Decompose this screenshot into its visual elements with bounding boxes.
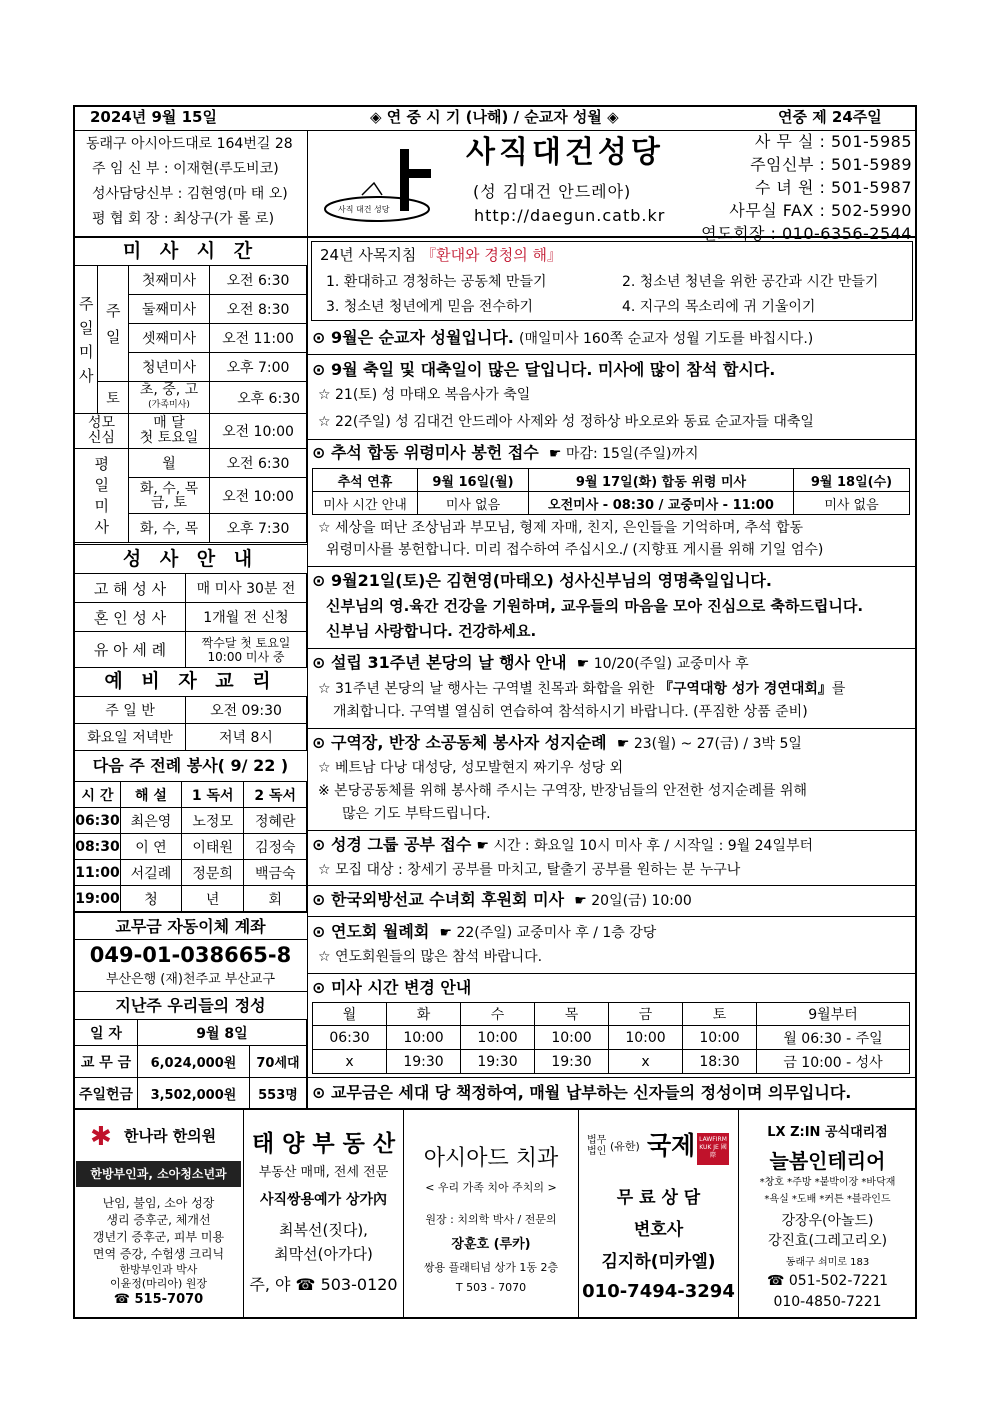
liturgy-time: 11:00 xyxy=(75,860,121,886)
phone-line: 수 녀 원 : 501-5987 xyxy=(754,178,912,197)
divider xyxy=(308,916,917,917)
notice-line: 많은 기도 부탁드립니다. xyxy=(342,806,491,822)
mass-time: 오전 8:30 xyxy=(210,295,307,324)
ad-line: 동래구 쇠미로 183 xyxy=(785,1257,870,1268)
offering-name: 주일헌금 xyxy=(75,1078,138,1110)
notice-title: ⊙ 구역장, 반장 소공동체 봉사자 성지순례 xyxy=(312,733,607,752)
notice-line: ☆ 모집 대상 : 창세기 공부를 마치고, 탈출기 공부를 원하는 분 누구나 xyxy=(318,862,741,878)
liturgy-cell: 이 연 xyxy=(121,834,182,860)
offering-label: 일 자 xyxy=(75,1020,138,1046)
notice-chuseok xyxy=(312,445,698,461)
chuseok-cell: 9월 17일(화) 합동 위령 미사 xyxy=(529,469,794,492)
offering-count: 553명 xyxy=(249,1078,306,1110)
saturday-mass-name-text: 초, 중, 고 xyxy=(139,381,199,398)
ad-name: 늘봄인테리어 xyxy=(769,1149,886,1173)
liturgy-cell: 회 xyxy=(244,886,307,912)
class-name: 화요일 저녁반 xyxy=(75,724,186,751)
day-header: 토 xyxy=(683,1003,757,1026)
saturday-label: 토 xyxy=(98,382,129,414)
saturday-mass-sub: (가족미사) xyxy=(148,399,190,410)
notice-pilgrimage xyxy=(312,735,802,751)
ad-line: LX Z:IN 공식대리점 xyxy=(767,1125,888,1140)
ad-tag: (유한) xyxy=(610,1140,640,1153)
liturgy-cell: 이태원 xyxy=(181,834,244,860)
day-header: 금 xyxy=(609,1003,683,1026)
chuseok-cell: 추석 연휴 xyxy=(313,469,418,492)
holy-hour-label xyxy=(75,414,129,449)
saturday-mass-name xyxy=(129,382,210,414)
sacrament-value xyxy=(186,632,307,668)
divider xyxy=(308,885,917,886)
ad-line: 사직쌍용예가 상가內 xyxy=(259,1192,388,1208)
ad-line: *욕실 *도배 *커튼 *블라인드 xyxy=(764,1194,891,1205)
notice-line: ☆ 세상을 떠난 조상님과 부모님, 형제 자매, 친지, 은인들을 기억하며, 추석 합동 xyxy=(318,520,804,536)
phone-list xyxy=(694,134,912,249)
liturgy-time: 08:30 xyxy=(75,834,121,860)
liturgy-cell: 서길례 xyxy=(121,860,182,886)
change-cell: 06:30 xyxy=(313,1026,387,1050)
liturgy-header: 시 간 xyxy=(75,782,121,808)
sacraments-table xyxy=(74,573,307,668)
holy-hour-label-1: 성모 xyxy=(87,415,116,431)
liturgy-header: 1 독서 xyxy=(181,782,244,808)
ad-services xyxy=(74,1195,243,1308)
offering-amount: 6,024,000원 xyxy=(138,1046,250,1078)
sacrament-name: 고 해 성 사 xyxy=(75,574,186,603)
class-time: 저녁 8시 xyxy=(186,724,307,751)
notice-note: ☛ 22(주일) 교중미사 후 / 1층 강당 xyxy=(439,925,657,941)
day-header: 월 xyxy=(313,1003,387,1026)
sacrament-name: 유 아 세 례 xyxy=(75,632,186,668)
chuseok-cell: 미사 시간 안내 xyxy=(313,492,418,515)
liturgy-cell: 최은영 xyxy=(121,808,182,834)
mass-name: 청년미사 xyxy=(129,353,210,382)
parish-patron: (성 김대건 안드레아) xyxy=(473,182,632,201)
ad-lawfirm xyxy=(579,1109,738,1319)
liturgy-time: 06:30 xyxy=(75,808,121,834)
notice-emphasis: 『구역대항 성가 경연대회』 xyxy=(658,681,832,697)
notice-note: ☛ 시간 : 화요일 10시 미사 후 / 시작일 : 9월 24일부터 xyxy=(476,838,814,854)
mass-time: 오전 6:30 xyxy=(210,266,307,295)
sacrament-value-2: 10:00 미사 중 xyxy=(207,649,285,664)
notice-line: ※ 본당공동체를 위해 봉사해 주시는 구역장, 반장님들의 안전한 성지순례를 위해 xyxy=(318,783,807,799)
ad-line: 장훈호 (루카) xyxy=(451,1237,531,1252)
offering-title: 지난주 우리들의 정성 xyxy=(74,991,307,1019)
sunday-label-text: 주일 xyxy=(106,301,121,346)
parish-pastor: 주 임 신 부 : 이재현(루도비코) xyxy=(92,161,279,177)
ad-line: 원장 : 치의학 박사 / 전문의 xyxy=(425,1213,557,1226)
change-cell: x xyxy=(609,1050,683,1074)
ad-line: < 우리 가족 치아 주치의 > xyxy=(425,1181,557,1194)
ad-phone: 010-4850-7221 xyxy=(773,1294,882,1310)
sacrament-name: 혼 인 성 사 xyxy=(75,603,186,632)
sacrament-value: 매 미사 30분 전 xyxy=(186,574,307,603)
ad-tag-1: 법무 xyxy=(587,1135,607,1146)
ad-phone: 주, 야 ☎ 503-0120 xyxy=(249,1275,398,1294)
parish-assistant: 성사담당신부 : 김현영(마 태 오) xyxy=(92,186,288,202)
notice-note: ☛ 10/20(주일) 교중미사 후 xyxy=(576,656,749,672)
policy-title xyxy=(320,248,562,263)
policy-item: 3. 청소년 청년에게 믿음 전수하기 xyxy=(326,299,533,315)
mass-time: 오전 10:00 xyxy=(210,414,307,449)
class-name: 주 일 반 xyxy=(75,697,186,724)
day-header: 수 xyxy=(461,1003,535,1026)
change-cell: 18:30 xyxy=(683,1050,757,1074)
notice-line: 위령미사를 봉헌합니다. 미리 접수하여 주십시오./ (지향표 게시를 위해 기일 엄수) xyxy=(326,542,824,558)
mass-name: 화, 수, 목 xyxy=(129,514,210,543)
ad-hanuiwon xyxy=(74,1109,243,1319)
ad-phone: T 503 - 7070 xyxy=(455,1281,527,1294)
mass-name: 화, 수, 목 금, 토 xyxy=(129,478,210,514)
ad-line: 부동산 매매, 전세 전문 xyxy=(258,1165,389,1180)
chuseok-cell: 9월 18일(수) xyxy=(794,469,910,492)
change-cell: 10:00 xyxy=(535,1026,609,1050)
parish-url[interactable]: http://daegun.catb.kr xyxy=(474,206,666,225)
notice-parish-day xyxy=(312,655,749,671)
ad-line: 최막선(아가다) xyxy=(274,1245,373,1263)
liturgy-time: 19:00 xyxy=(75,886,121,912)
liturgy-title: 다음 주 전례 봉사( 9/ 22 ) xyxy=(92,756,289,775)
notice-line: 신부님 사랑합니다. 건강하세요. xyxy=(326,622,537,640)
notice-title: ⊙ 한국외방선교 수녀회 후원회 미사 xyxy=(312,890,565,909)
notice-bible-study xyxy=(312,837,813,853)
ad-line: 쌍용 플래티넘 상가 1동 2층 xyxy=(423,1261,559,1274)
ad-dental xyxy=(404,1109,578,1319)
ad-tag-2: 법인 xyxy=(587,1146,607,1157)
liturgy-cell: 노정모 xyxy=(181,808,244,834)
mass-time: 오후 7:30 xyxy=(210,514,307,543)
lawfirm-badge: LAWFIRM KUK JE 國際 xyxy=(697,1133,729,1165)
column-divider xyxy=(307,130,308,1110)
ad-phone: ☎ 515-7070 xyxy=(113,1292,204,1307)
offering-name: 교 무 금 xyxy=(75,1046,138,1078)
account-number: 049-01-038665-8 xyxy=(89,943,292,967)
parish-logo xyxy=(322,143,436,225)
divider xyxy=(308,354,917,355)
ad-name: 아시아드 치과 xyxy=(423,1146,559,1171)
notice-line: ☆ 베트남 다낭 대성당, 성모발현지 짜기우 성당 외 xyxy=(318,760,624,776)
chuseok-cell: 미사 없음 xyxy=(794,492,910,515)
offering-table xyxy=(74,1019,307,1110)
change-cell: 10:00 xyxy=(387,1026,461,1050)
policy-title-emphasis: 『환대와 경청의 해』 xyxy=(421,246,563,264)
offering-count: 70세대 xyxy=(249,1046,306,1078)
liturgical-season: ◈ 연 중 시 기 (나해) / 순교자 성월 ◈ xyxy=(370,108,619,126)
policy-item: 1. 환대하고 경청하는 공동체 만들기 xyxy=(326,274,547,290)
mass-name: 둘째미사 xyxy=(129,295,210,324)
notice-line: 개최합니다. 구역별 열심히 연습하여 참석하시기 바랍니다. (푸짐한 상품 준비) xyxy=(333,704,808,720)
catechumen-title: 예 비 자 교 리 xyxy=(104,670,277,692)
ad-phone: 010-7494-3294 xyxy=(582,1281,735,1302)
parish-address: 동래구 아시아드대로 164번길 28 xyxy=(86,136,293,152)
notice-nameday: ⊙ 9월21일(토)은 김현영(마태오) 성사신부님의 영명축일입니다. xyxy=(312,571,772,590)
notice-text: ☆ 31주년 본당의 날 행사는 구역별 친목과 화합을 위한 xyxy=(318,681,659,697)
change-cell: 10:00 xyxy=(683,1026,757,1050)
sunday-mass-label xyxy=(75,266,98,414)
notice-martyrs-month xyxy=(312,330,813,346)
ad-phone: ☎ 051-502-7221 xyxy=(766,1273,889,1289)
liturgy-cell: 김정숙 xyxy=(244,834,307,860)
liturgy-cell: 정문희 xyxy=(181,860,244,886)
mass-name: 셋째미사 xyxy=(129,324,210,353)
notice-note: ☛ 20일(금) 10:00 xyxy=(574,893,692,909)
liturgical-week: 연중 제 24주일 xyxy=(778,108,882,126)
ad-line: *창호 *주방 *붙박이장 *바닥재 xyxy=(759,1177,896,1188)
liturgy-table xyxy=(74,781,307,912)
policy-title-prefix: 24년 사목지침 xyxy=(320,246,422,264)
sunday-mass-label-text: 주일미사 xyxy=(79,294,94,385)
liturgy-header: 해 설 xyxy=(121,782,182,808)
chuseok-cell: 9월 16일(월) xyxy=(418,469,529,492)
mass-title: 미 사 시 간 xyxy=(122,240,259,262)
liturgy-cell: 년 xyxy=(181,886,244,912)
change-cell: 10:00 xyxy=(461,1026,535,1050)
ad-line: 강장우(아놀드) xyxy=(781,1213,874,1229)
mass-change-table xyxy=(312,1002,910,1074)
notice-note: (매일미사 160쪽 순교자 성월 기도를 바칩시다.) xyxy=(518,331,814,347)
mass-time: 오전 11:00 xyxy=(210,324,307,353)
day-header: 화 xyxy=(387,1003,461,1026)
notice-note: ☛ 23(월) ~ 27(금) / 3박 5일 xyxy=(616,736,802,752)
account-bank: 부산은행 (재)천주교 부산교구 xyxy=(105,972,276,987)
ad-name: 한나라 한의원 xyxy=(124,1127,217,1145)
notice-mass-change: ⊙ 미사 시간 변경 안내 xyxy=(312,978,472,997)
day-header: 목 xyxy=(535,1003,609,1026)
notice-line: ☆ 22(주일) 성 김대건 안드레아 사제와 성 정하상 바오로와 동료 순교자들 대축일 xyxy=(318,414,814,430)
notice-title: ⊙ 추석 합동 위령미사 봉헌 접수 xyxy=(312,443,539,462)
phone-line: 주임신부 : 501-5989 xyxy=(750,155,912,174)
phone-line: 사무실 FAX : 502-5990 xyxy=(729,201,912,220)
notice-note: ☛ 마감: 15일(주일)까지 xyxy=(548,446,699,462)
sacraments-title: 성 사 안 내 xyxy=(74,544,307,572)
divider xyxy=(308,973,917,974)
ad-line: 변호사 xyxy=(633,1220,684,1240)
notice-title: ⊙ 성경 그룹 공부 접수 xyxy=(312,835,472,854)
ad-line: 최복선(짓다), xyxy=(279,1221,368,1239)
ad-line: 난임, 불임, 소아 성장 xyxy=(102,1196,215,1210)
weekday-mass-label xyxy=(75,449,129,543)
notice-line xyxy=(318,682,845,696)
lotus-icon: ✱ xyxy=(90,1122,112,1152)
notice-contribution: ⊙ 교무금은 세대 당 책정하여, 매월 납부하는 신자들의 정성이며 의무입니다. xyxy=(312,1083,852,1102)
mass-time: 오전 10:00 xyxy=(210,478,307,514)
divider xyxy=(308,566,917,567)
ad-band: 한방부인과, 소아청소년과 xyxy=(76,1161,241,1187)
mass-time: 오전 6:30 xyxy=(210,449,307,478)
notice-title: ⊙ 연도회 월례회 xyxy=(312,922,430,941)
parish-name: 사직대건성당 xyxy=(466,135,664,170)
parish-council: 평 협 회 장 : 최상구(가 롤 로) xyxy=(92,211,275,227)
offering-amount: 3,502,000원 xyxy=(138,1078,250,1110)
notice-mission-mass xyxy=(312,892,692,908)
ad-tag xyxy=(587,1135,606,1157)
ad-line: 김지하(미카엘) xyxy=(601,1252,716,1272)
ad-line: 면역 증강, 수험생 크리닉 xyxy=(92,1247,225,1261)
day-header: 9월부터 xyxy=(757,1003,910,1026)
holy-hour-name-2: 첫 토요일 xyxy=(139,430,199,446)
weekday-mass-label-text: 평일미사 xyxy=(94,454,109,536)
ad-line: 갱년기 증후군, 피부 미용 xyxy=(92,1230,225,1244)
notice-line: 신부님의 영.육간 건강을 기원하며, 교우들의 마음을 모아 진심으로 축하드립니다. xyxy=(326,597,864,615)
chuseok-cell: 오전미사 - 08:30 / 교중미사 - 11:00 xyxy=(529,492,794,515)
bulletin-date: 2024년 9월 15일 xyxy=(90,108,217,126)
notice-title: ⊙ 설립 31주년 본당의 날 행사 안내 xyxy=(312,653,567,672)
ad-realestate xyxy=(244,1109,403,1319)
change-cell: 19:30 xyxy=(461,1050,535,1074)
change-cell: x xyxy=(313,1050,387,1074)
ad-line: 생리 증후군, 체개선 xyxy=(106,1213,211,1227)
change-cell: 19:30 xyxy=(535,1050,609,1074)
liturgy-header: 2 독서 xyxy=(244,782,307,808)
mass-name: 월 xyxy=(129,449,210,478)
mass-time: 오후 6:30 xyxy=(210,382,307,414)
change-cell: 19:30 xyxy=(387,1050,461,1074)
divider xyxy=(308,1077,917,1078)
ad-line: 무 료 상 담 xyxy=(616,1188,701,1208)
ad-line: 이윤정(마리아) 원장 xyxy=(109,1277,208,1290)
pastoral-policy xyxy=(311,241,913,321)
divider xyxy=(73,130,917,131)
phone-line: 사 무 실 : 501-5985 xyxy=(754,132,912,151)
account-title: 교무금 자동이체 계좌 xyxy=(74,912,307,940)
ad-line: 강진효(그레고리오) xyxy=(767,1233,888,1249)
holy-hour-name-1: 매 달 xyxy=(153,415,185,431)
mass-name: 첫째미사 xyxy=(129,266,210,295)
notice-line: ☆ 연도회원들의 많은 참석 바랍니다. xyxy=(318,949,543,965)
divider xyxy=(308,648,917,649)
notice-yeondo xyxy=(312,924,656,940)
policy-item: 2. 청소년 청년을 위한 공간과 시간 만들기 xyxy=(622,274,879,290)
liturgy-cell: 백금숙 xyxy=(244,860,307,886)
logo-caption: 사직 대건 성당 xyxy=(338,205,390,214)
change-cell: 10:00 xyxy=(609,1026,683,1050)
divider xyxy=(308,830,917,831)
liturgy-cell: 청 xyxy=(121,886,182,912)
class-time: 오전 09:30 xyxy=(186,697,307,724)
notice-text: 를 xyxy=(831,681,846,697)
change-cell: 금 10:00 - 성사 xyxy=(757,1050,910,1074)
chuseok-cell: 미사 없음 xyxy=(418,492,529,515)
chuseok-table xyxy=(312,468,910,515)
offering-date: 9월 8일 xyxy=(138,1020,307,1046)
policy-item: 4. 지구의 목소리에 귀 기울이기 xyxy=(622,299,816,315)
notice-feasts: ⊙ 9월 축일 및 대축일이 많은 달입니다. 미사에 많이 참석 합시다. xyxy=(312,360,776,379)
mass-time: 오후 7:00 xyxy=(210,353,307,382)
ad-interior xyxy=(739,1109,916,1319)
notice-title: ⊙ 9월은 순교자 성월입니다. xyxy=(312,328,514,347)
divider xyxy=(308,728,917,729)
notice-line: ☆ 21(토) 성 마태오 복음사가 축일 xyxy=(318,387,531,403)
holy-hour-name xyxy=(129,414,210,449)
sunday-label xyxy=(98,266,129,382)
ad-name: 태 양 부 동 산 xyxy=(251,1131,396,1157)
liturgy-cell: 정혜란 xyxy=(244,808,307,834)
ad-name: 국제 xyxy=(647,1131,696,1160)
change-cell: 월 06:30 - 주일 xyxy=(757,1026,910,1050)
ad-line: 한방부인과 박사 xyxy=(119,1263,198,1276)
holy-hour-label-2: 신심 xyxy=(87,430,116,446)
catechumen-table xyxy=(74,696,307,751)
sacrament-value-1: 짝수달 첫 토요일 xyxy=(201,635,291,650)
phone-line: 연도회장 : 010-6356-2544 xyxy=(701,224,912,243)
sacrament-value: 1개월 전 신청 xyxy=(186,603,307,632)
mass-table xyxy=(74,265,307,543)
divider xyxy=(308,439,917,440)
